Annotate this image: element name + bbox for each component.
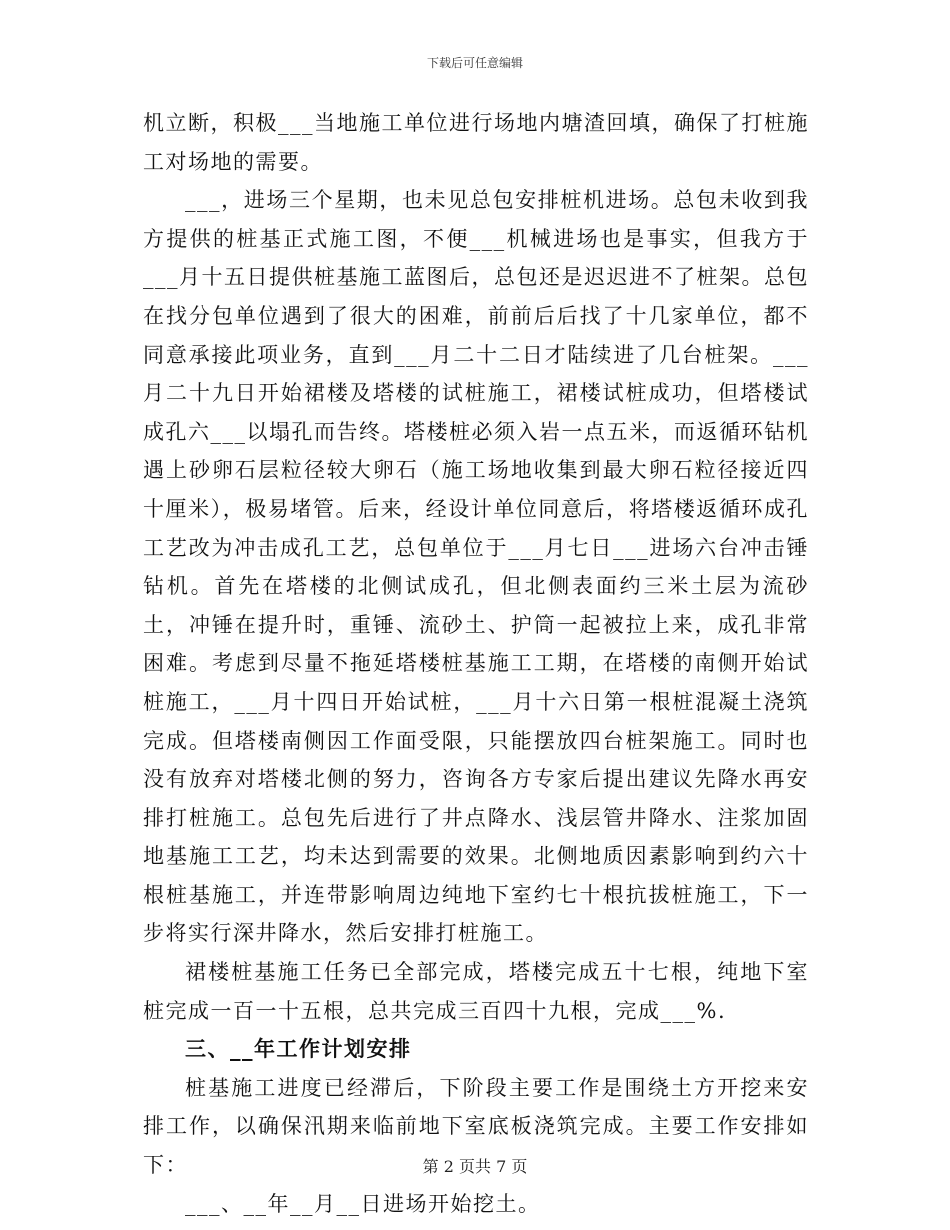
paragraph-completion-summary: 裙楼桩基施工任务已全部完成，塔楼完成五十七根，纯地下室桩完成一百一十五根，总共完成三百四十九根，完成___%. (143, 960, 809, 1023)
paragraph-pile-progress: ___，进场三个星期，也未见总包安排桩机进场。总包未收到我方提供的桩基正式施工图，不便___机械进场也是事实，但我方于___月十五日提供桩基施工蓝图后，总包还是迟迟进不了桩架。总包在找分包单位遇到了很大的困难，前前后后找了十几家单位，都不同意承接此项业务，直到___月二十二日才陆续进了几台桩架。___月二十九日开始裙楼及塔楼的试桩施工，裙楼试桩成功，但塔楼试成孔六___以塌孔而告终。塔楼桩必须入岩一点五米，而返循环钻机遇上砂卵石层粒径较大卵石（施工场地收集到最大卵石粒径接近四十厘米），极易堵管。后来，经设计单位同意后，将塔楼返循环成孔工艺改为冲击成孔工艺，总包单位于___月七日___进场六台冲击锤钻机。首先在塔楼的北侧试成孔，但北侧表面约三米土层为流砂土，冲锤在提升时，重锤、流砂土、护筒一起被拉上来，成孔非常困难。考虑到尽量不拖延塔楼桩基施工工期，在塔楼的南侧开始试桩施工，___月十四日开始试桩，___月十六日第一根桩混凝土浇筑完成。但塔楼南侧因工作面受限，只能摆放四台桩架施工。同时也没有放弃对塔楼北侧的努力，咨询各方专家后提出建议先降水再安排打桩施工。总包先后进行了井点降水、浅层管井降水、注浆加固地基施工工艺，均未达到需要的效果。北侧地质因素影响到约六十根桩基施工，并连带影响周边纯地下室约七十根抗拔桩施工，下一步将实行深井降水，然后安排打桩施工。 (143, 188, 809, 946)
paragraph-plan-intro: 桩基施工进度已经滞后，下阶段主要工作是围绕土方开挖来安排工作，以确保汛期来临前地下室底板浇筑完成。主要工作安排如下： (143, 1075, 809, 1178)
paragraph-continuation: 机立断，积极___当地施工单位进行场地内塘渣回填，确保了打桩施工对场地的需要。 (143, 111, 809, 174)
document-body (143, 104, 809, 1223)
page-number: 第 2 页共 7 页 (422, 1157, 528, 1176)
page-header: 下载后可任意编辑 (426, 56, 523, 70)
section-heading-work-plan: 三、__年工作计划安排 (185, 1036, 412, 1062)
paragraph-plan-item-1: ___、__年__月__日进场开始挖土。 (185, 1191, 541, 1216)
